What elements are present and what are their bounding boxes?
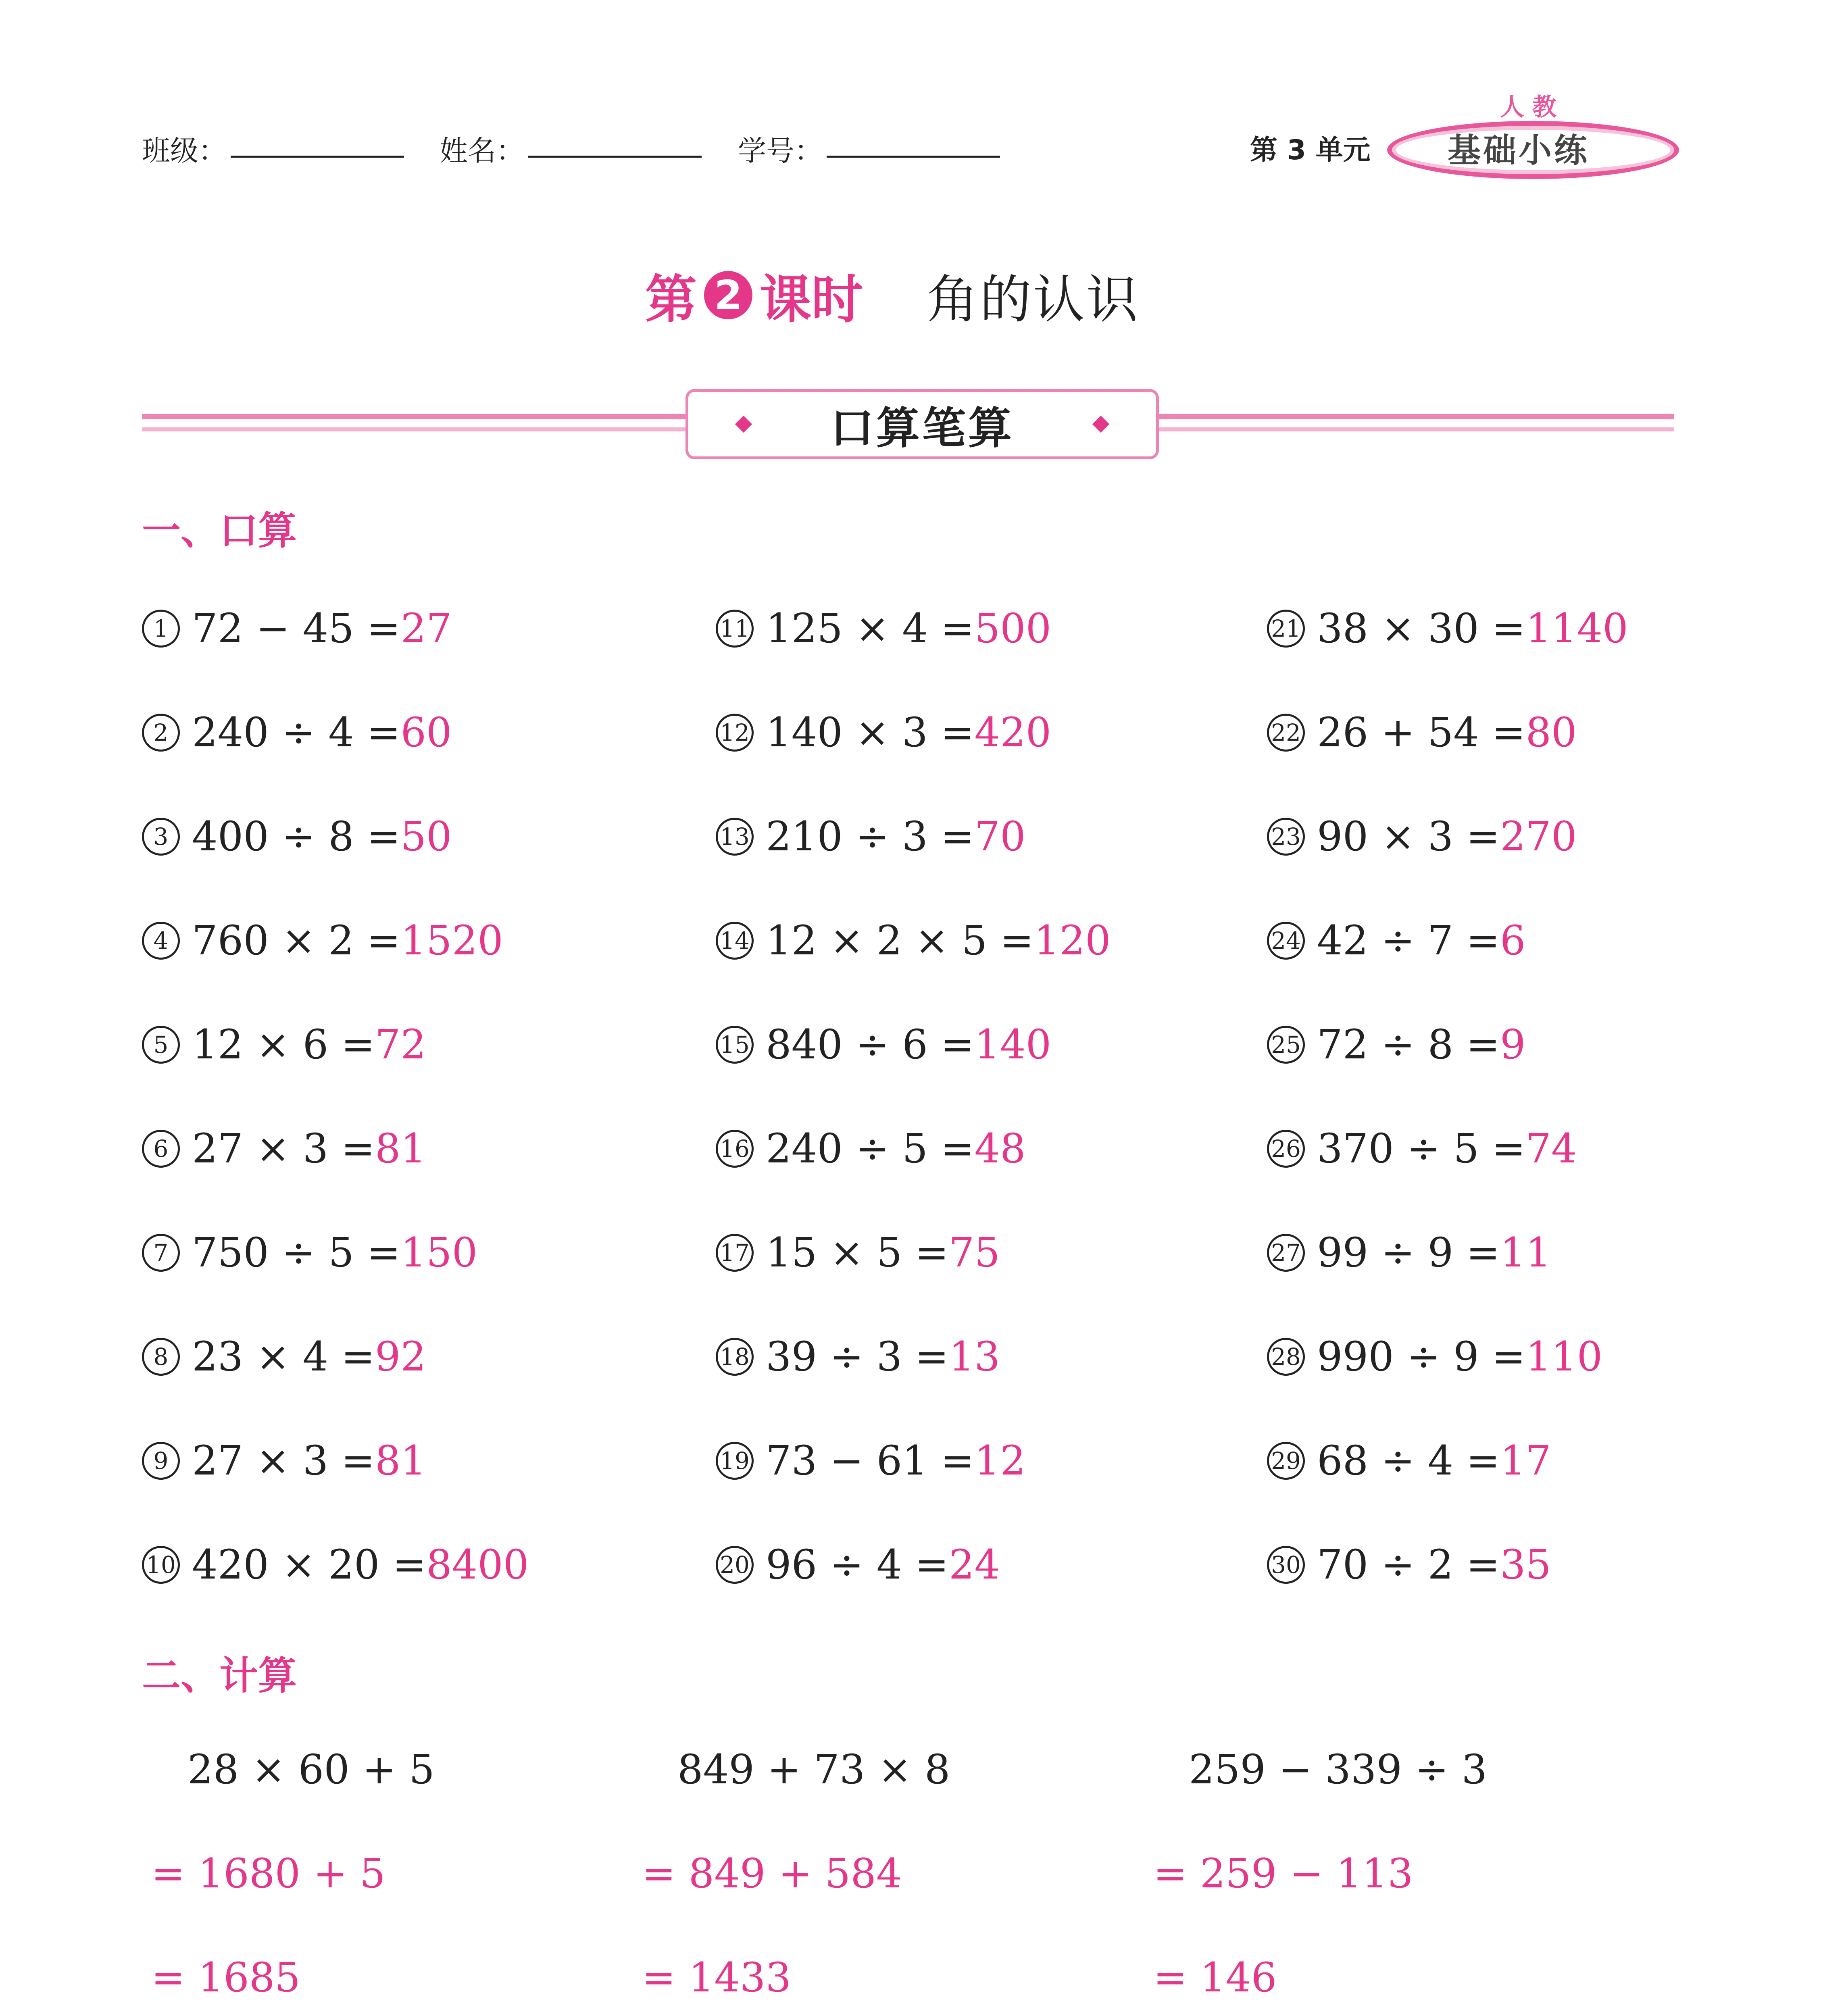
oral-item	[1267, 1229, 1551, 1276]
calc-3-step1: = 259 − 113	[1153, 1850, 1413, 1897]
oral-item	[716, 1125, 1026, 1172]
item-number: 23	[1267, 818, 1305, 856]
item-expression: 27 × 3 =	[192, 1125, 375, 1172]
item-expression: 38 × 30 =	[1317, 605, 1526, 652]
item-answer: 150	[400, 1229, 478, 1276]
oral-item	[716, 709, 1051, 756]
item-expression: 400 ÷ 8 =	[192, 813, 401, 860]
oral-item	[142, 1333, 426, 1380]
item-answer: 11	[1500, 1229, 1552, 1276]
oral-item	[142, 917, 503, 964]
item-answer: 1140	[1525, 605, 1628, 652]
item-number: 20	[716, 1546, 754, 1584]
oral-item	[716, 1437, 1026, 1484]
item-expression: 240 ÷ 5 =	[766, 1125, 975, 1172]
item-number: 29	[1267, 1442, 1305, 1480]
item-answer: 140	[974, 1021, 1052, 1068]
item-expression: 12 × 6 =	[192, 1021, 375, 1068]
calc-3-step2: = 146	[1153, 1954, 1277, 2001]
item-answer: 48	[974, 1125, 1026, 1172]
class-field[interactable]	[231, 156, 404, 158]
item-number: 13	[716, 818, 754, 856]
item-answer: 6	[1500, 917, 1526, 964]
item-expression: 27 × 3 =	[192, 1437, 375, 1484]
item-answer: 27	[400, 605, 452, 652]
item-answer: 24	[948, 1541, 1000, 1588]
item-expression: 96 ÷ 4 =	[766, 1541, 949, 1588]
calc-3-expr: 259 − 339 ÷ 3	[1189, 1746, 1488, 1793]
item-answer: 9	[1500, 1021, 1526, 1068]
id-label: 学号：	[738, 134, 823, 167]
item-answer: 13	[948, 1333, 1000, 1380]
oral-item	[716, 813, 1026, 860]
item-number: 24	[1267, 922, 1305, 960]
item-number: 11	[716, 610, 754, 648]
item-answer: 92	[375, 1333, 427, 1380]
item-answer: 120	[1033, 917, 1111, 964]
item-expression: 39 ÷ 3 =	[766, 1333, 949, 1380]
item-answer: 270	[1500, 813, 1577, 860]
item-expression: 23 × 4 =	[192, 1333, 375, 1380]
item-expression: 990 ÷ 9 =	[1317, 1333, 1526, 1380]
item-expression: 99 ÷ 9 =	[1317, 1229, 1500, 1276]
oral-item	[142, 813, 452, 860]
brand-title: 基础小练	[1448, 131, 1590, 170]
item-answer: 500	[974, 605, 1052, 652]
lesson-number: 2	[704, 271, 752, 319]
item-expression: 90 × 3 =	[1317, 813, 1500, 860]
item-answer: 70	[974, 813, 1026, 860]
item-expression: 840 ÷ 6 =	[766, 1021, 975, 1068]
item-number: 28	[1267, 1338, 1305, 1376]
item-number: 19	[716, 1442, 754, 1480]
item-expression: 15 × 5 =	[766, 1229, 949, 1276]
calc-1-expr: 28 × 60 + 5	[188, 1746, 435, 1793]
item-expression: 240 ÷ 4 =	[192, 709, 401, 756]
oral-item	[1267, 1021, 1525, 1068]
oral-item	[716, 1333, 1000, 1380]
item-number: 26	[1267, 1130, 1305, 1168]
item-number: 9	[142, 1442, 180, 1480]
banner-title: 口算笔算	[830, 403, 1014, 454]
item-answer: 72	[375, 1021, 427, 1068]
item-expression: 210 ÷ 3 =	[766, 813, 975, 860]
item-number: 14	[716, 922, 754, 960]
oral-item	[1267, 1437, 1551, 1484]
item-expression: 420 × 20 =	[192, 1541, 427, 1588]
oral-item	[142, 709, 452, 756]
item-answer: 75	[948, 1229, 1000, 1276]
item-expression: 760 × 2 =	[192, 917, 401, 964]
item-expression: 70 ÷ 2 =	[1317, 1541, 1500, 1588]
oral-item	[142, 1437, 426, 1484]
oral-item	[1267, 813, 1577, 860]
item-answer: 80	[1525, 709, 1577, 756]
item-answer: 60	[400, 709, 452, 756]
lesson-prefix: 第	[645, 270, 697, 330]
item-number: 8	[142, 1338, 180, 1376]
item-answer: 50	[400, 813, 452, 860]
oral-item	[1267, 1333, 1602, 1380]
item-expression: 750 ÷ 5 =	[192, 1229, 401, 1276]
id-field[interactable]	[827, 156, 1000, 158]
item-expression: 72 ÷ 8 =	[1317, 1021, 1500, 1068]
item-number: 4	[142, 922, 180, 960]
oral-item	[142, 1541, 529, 1588]
section-calc-title: 二、计算	[142, 1653, 297, 1698]
item-number: 27	[1267, 1234, 1305, 1272]
oral-item	[716, 1021, 1051, 1068]
banner-box	[685, 389, 1159, 459]
item-answer: 35	[1500, 1541, 1552, 1588]
lesson-suffix: 课时	[760, 270, 863, 330]
oral-item	[1267, 917, 1525, 964]
item-expression: 73 − 61 =	[766, 1437, 975, 1484]
item-expression: 68 ÷ 4 =	[1317, 1437, 1500, 1484]
oral-item	[716, 605, 1051, 652]
oral-item	[142, 1125, 426, 1172]
item-number: 3	[142, 818, 180, 856]
item-number: 22	[1267, 714, 1305, 752]
item-number: 12	[716, 714, 754, 752]
oral-item	[1267, 709, 1577, 756]
oral-item	[1267, 1541, 1551, 1588]
item-number: 2	[142, 714, 180, 752]
oral-item	[716, 917, 1111, 964]
lesson-heading	[645, 258, 1140, 332]
item-answer: 17	[1500, 1437, 1552, 1484]
item-answer: 1520	[400, 917, 503, 964]
diamond-right-icon	[1092, 416, 1109, 433]
brand-subtitle: 人教	[1500, 93, 1565, 121]
section-oral-title: 一、口算	[142, 508, 297, 553]
item-number: 15	[716, 1026, 754, 1064]
item-number: 7	[142, 1234, 180, 1272]
item-number: 18	[716, 1338, 754, 1376]
calc-2-expr: 849 + 73 × 8	[677, 1746, 950, 1793]
oral-item	[1267, 1125, 1577, 1172]
item-number: 16	[716, 1130, 754, 1168]
item-number: 6	[142, 1130, 180, 1168]
oral-item	[716, 1229, 1000, 1276]
item-expression: 72 − 45 =	[192, 605, 401, 652]
item-answer: 81	[375, 1437, 427, 1484]
item-number: 1	[142, 610, 180, 648]
class-label: 班级：	[142, 134, 227, 167]
item-expression: 140 × 3 =	[766, 709, 975, 756]
item-number: 10	[142, 1546, 180, 1584]
item-expression: 42 ÷ 7 =	[1317, 917, 1500, 964]
lesson-title: 角的认识	[927, 270, 1140, 330]
item-answer: 81	[375, 1125, 427, 1172]
name-field[interactable]	[528, 156, 702, 158]
item-number: 30	[1267, 1546, 1305, 1584]
oral-item	[142, 605, 452, 652]
item-answer: 110	[1525, 1333, 1603, 1380]
oral-item	[142, 1229, 477, 1276]
name-label: 姓名：	[440, 134, 524, 167]
oral-item	[1267, 605, 1628, 652]
unit-label: 第 3 单元	[1250, 134, 1371, 166]
diamond-left-icon	[735, 416, 752, 433]
calc-1-step2: = 1685	[151, 1954, 301, 2001]
item-number: 17	[716, 1234, 754, 1272]
item-expression: 125 × 4 =	[766, 605, 975, 652]
item-expression: 12 × 2 × 5 =	[766, 917, 1034, 964]
item-expression: 26 + 54 =	[1317, 709, 1526, 756]
oral-item	[142, 1021, 426, 1068]
item-number: 21	[1267, 610, 1305, 648]
oral-item	[716, 1541, 1000, 1588]
item-expression: 370 ÷ 5 =	[1317, 1125, 1526, 1172]
item-answer: 74	[1525, 1125, 1577, 1172]
calc-1-step1: = 1680 + 5	[151, 1850, 386, 1897]
item-answer: 12	[974, 1437, 1026, 1484]
item-answer: 8400	[426, 1541, 529, 1588]
calc-2-step2: = 1433	[642, 1954, 792, 2001]
item-number: 25	[1267, 1026, 1305, 1064]
item-answer: 420	[974, 709, 1052, 756]
item-number: 5	[142, 1026, 180, 1064]
calc-2-step1: = 849 + 584	[642, 1850, 902, 1897]
